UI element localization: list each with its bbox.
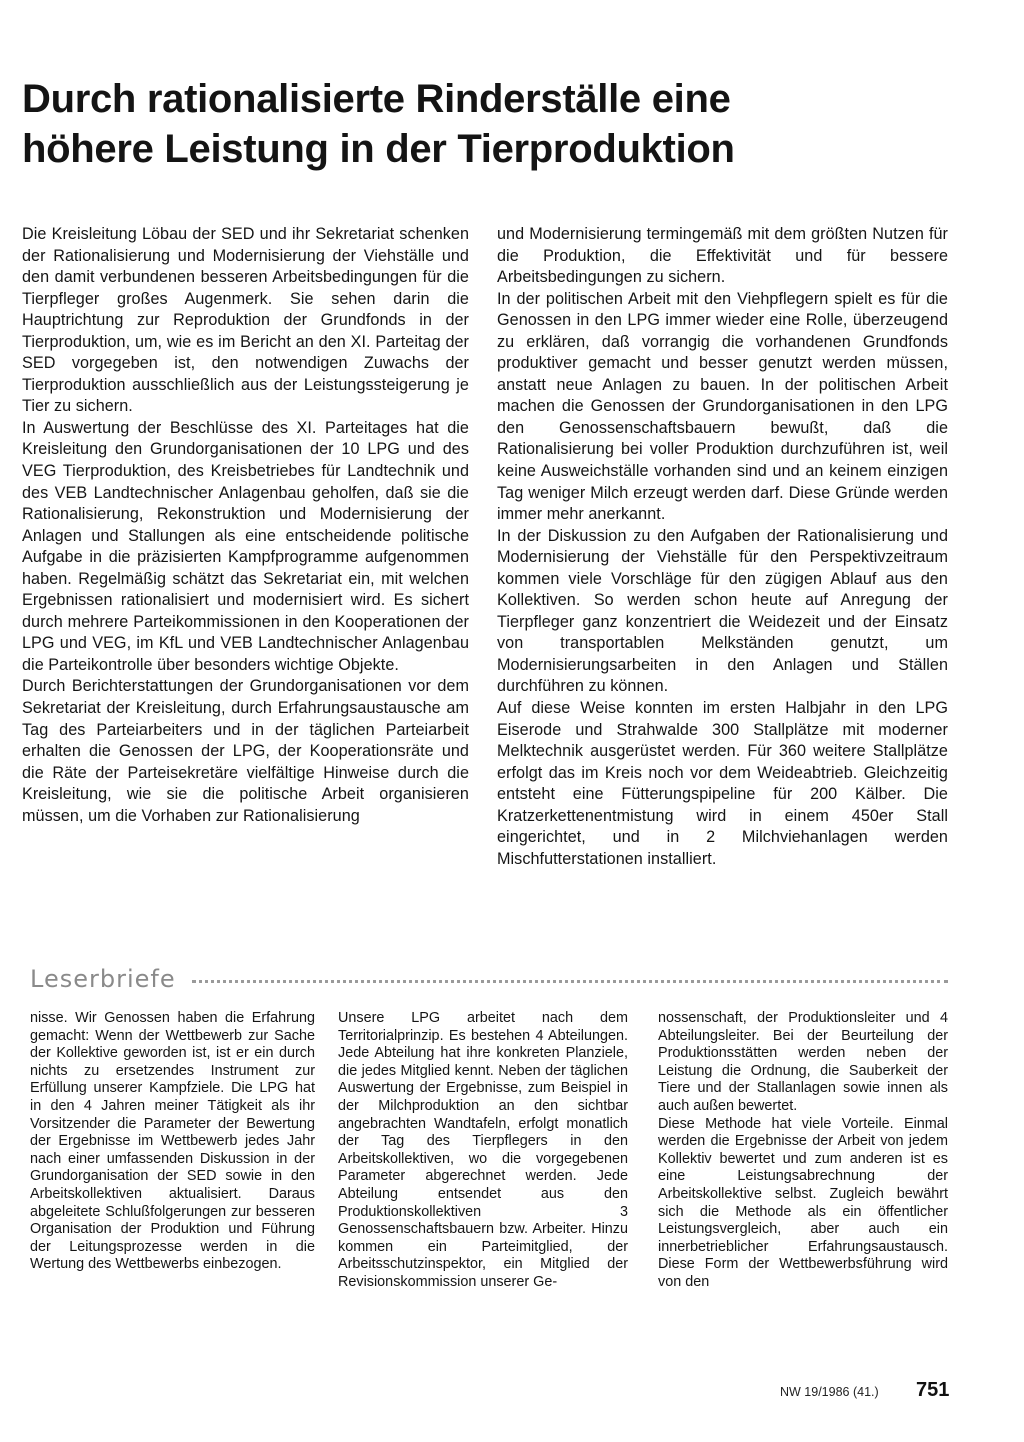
article-headline [22, 74, 922, 174]
article-paragraph: In der politischen Arbeit mit den Viehpflegern spielt es für die Genossen in den LPG immer wieder eine Rolle, überzeugend zu erklären, daß vorrangig die vorhandenen Grundfonds produktiver gemacht und besser genutzt werden müssen, anstatt neue Anlagen zu bauen. In der politischen Arbeit machen die Genossen der Grundorganisationen in den LPG den Genossenschaftsbauern bewußt, daß die Rationalisierung bei voller Produktion durchzuführen ist, weil keine Ausweichställe vorhanden sind und an keinem einzigen Tag weniger Milch erzeugt werden darf. Diese Gründe werden immer mehr anerkannt. [497, 289, 948, 524]
page-number: 751 [916, 1379, 950, 1401]
article-paragraph: und Modernisierung termingemäß mit dem größten Nutzen für die Produktion, die Effektivität und für bessere Arbeitsbedingungen zu sichern. [497, 225, 948, 287]
headline-line-2: höhere Leistung in der Tierproduktion [22, 127, 735, 171]
article-column-1 [22, 224, 469, 827]
letters-paragraph: nossenschaft, der Produktionsleiter und 4 Abteilungsleiter. Bei der Beurteilung der Produktionsstätten werden neben der Leistung die Ordnung, die Sauberkeit der Tiere und der Stallanlagen sowie innen als auch außen bewertet. [658, 1010, 948, 1114]
issue-reference: NW 19/1986 (41.) [780, 1385, 879, 1399]
article-paragraph: Die Kreisleitung Löbau der SED und ihr Sekretariat schenken der Rationalisierung und Modernisierung der Viehställe und den damit verbundenen besseren Arbeitsbedingungen für die Tierpfleger großes Augenmerk. Sie sehen darin die Hauptrichtung zur Reproduktion der Grundfonds in der Tierproduktion, um, wie es im Bericht an den XI. Parteitag der SED vorgegeben ist, den notwendigen Zuwachs der Tierproduktion ausschließlich aus der Leistungssteigerung je Tier zu sichern. [22, 225, 469, 416]
letters-column-3 [658, 1010, 948, 1292]
article-paragraph: Auf diese Weise konnten im ersten Halbjahr in den LPG Eiserode und Strahwalde 300 Stallplätze mit moderner Melktechnik ausgerüstet werden. Für 360 weitere Stallplätze erfolgt das im Kreis noch vor dem Weideabtrieb. Gleichzeitig entsteht eine Fütterungspipeline für 200 Kälber. Die Kratzerkettenentmistung wird in einem 450er Stall eingerichtet, und in 2 Milchviehanlagen werden Mischfutterstationen installiert. [497, 699, 948, 868]
article-paragraph: In Auswertung der Beschlüsse des XI. Parteitages hat die Kreisleitung den Grundorganisationen der 10 LPG und des VEG Tierproduktion, des Kreisbetriebes für Landtechnik und des VEB Landtechnischer Anlagenbau geholfen, daß sie die Rationalisierung, Rekonstruktion und Modernisierung der Anlagen und Stallungen als eine entscheidende politische Aufgabe in die präzisierten Kampfprogramme aufgenommen haben. Regelmäßig schätzt das Sekretariat ein, mit welchen Ergebnissen rationalisiert und modernisiert wird. Es sichert durch mehrere Parteikommissionen in den Kooperationen der LPG und VEG, im KfL und VEB Landtechnischer Anlagenbau die Parteikontrolle über besonders wichtige Objekte. [22, 418, 469, 674]
letters-column-2 [338, 1010, 628, 1292]
letters-section-label: Leserbriefe [30, 965, 176, 993]
article-paragraph: In der Diskussion zu den Aufgaben der Rationalisierung und Modernisierung der Viehställe für den Perspektivzeitraum kommen viele Vorschläge für den zügigen Ablauf aus den Kollektiven. So werden schon heute auf Anregung der Tierpfleger ganz konzentriert die Weidezeit und der Einsatz von transportablen Melkständen genutzt, um Modernisierungsarbeiten in den Anlagen und Ställen durchführen zu können. [497, 526, 948, 696]
letters-paragraph: Unsere LPG arbeitet nach dem Territorialprinzip. Es bestehen 4 Abteilungen. Jede Abteilung hat ihre konkreten Planziele, die jedes Mitglied kennt. Neben der täglichen Auswertung der Ergebnisse, zum Beispiel in der Milchproduktion an den sichtbar angebrachten Wandtafeln, erfolgt monatlich der Tag des Tierpflegers in den Arbeitskollektiven, wo die vorgegebenen Parameter abgerechnet werden. Jede Abteilung entsendet aus den Produktionskollektiven 3 Genossenschaftsbauern bzw. Arbeiter. Hinzu kommen ein Parteimitglied, der Arbeitsschutzinspektor, ein Mitglied der Revisionskommission unserer Ge- [338, 1010, 628, 1290]
letters-paragraph: nisse. Wir Genossen haben die Erfahrung gemacht: Wenn der Wettbewerb zur Sache der Kollektive geworden ist, ist er ein durch nichts zu ersetzendes Instrument zur Erfüllung unserer Kampfziele. Die LPG hat in den 4 Jahren meiner Tätigkeit als ihr Vorsitzender die Parameter der Bewertung der Ergebnisse im Wettbewerb jedes Jahr nach einer umfassenden Diskussion in der Grundorganisation der SED sowie in den Arbeitskollektiven aktualisiert. Daraus abgeleitete Schlußfolgerungen zur besseren Organisation der Produktion und Führung der Leitungsprozesse werden in die Wertung des Wettbewerbs einbezogen. [30, 1010, 315, 1273]
letters-paragraph: Diese Methode hat viele Vorteile. Einmal werden die Ergebnisse der Arbeit von jedem Kollektiv bewertet und zum anderen ist es eine Leistungsabrechnung der Arbeitskollektive selbst. Zugleich bewährt sich die Methode als ein öffentlicher Leistungsvergleich, aber auch ein innerbetrieblicher Erfahrungsaustausch. Diese Form der Wettbewerbsführung wird von den [658, 1115, 948, 1290]
letters-column-1 [30, 1010, 315, 1274]
headline-line-1: Durch rationalisierte Rinderställe eine [22, 77, 731, 121]
article-column-2 [497, 224, 948, 870]
article-paragraph: Durch Berichterstattungen der Grundorganisationen vor dem Sekretariat der Kreisleitung, durch Erfahrungsaustausche am Tag des Parteiarbeiters und in der täglichen Parteiarbeit erhalten die Genossen der LPG, der Kooperationsräte und die Räte der Parteisekretäre vielfältige Hinweise durch die Kreisleitung, wie sie die politische Arbeit organisieren müssen, um die Vorhaben zur Rationalisierung [22, 677, 469, 825]
section-divider [192, 980, 948, 983]
letters-section-header [30, 962, 948, 996]
